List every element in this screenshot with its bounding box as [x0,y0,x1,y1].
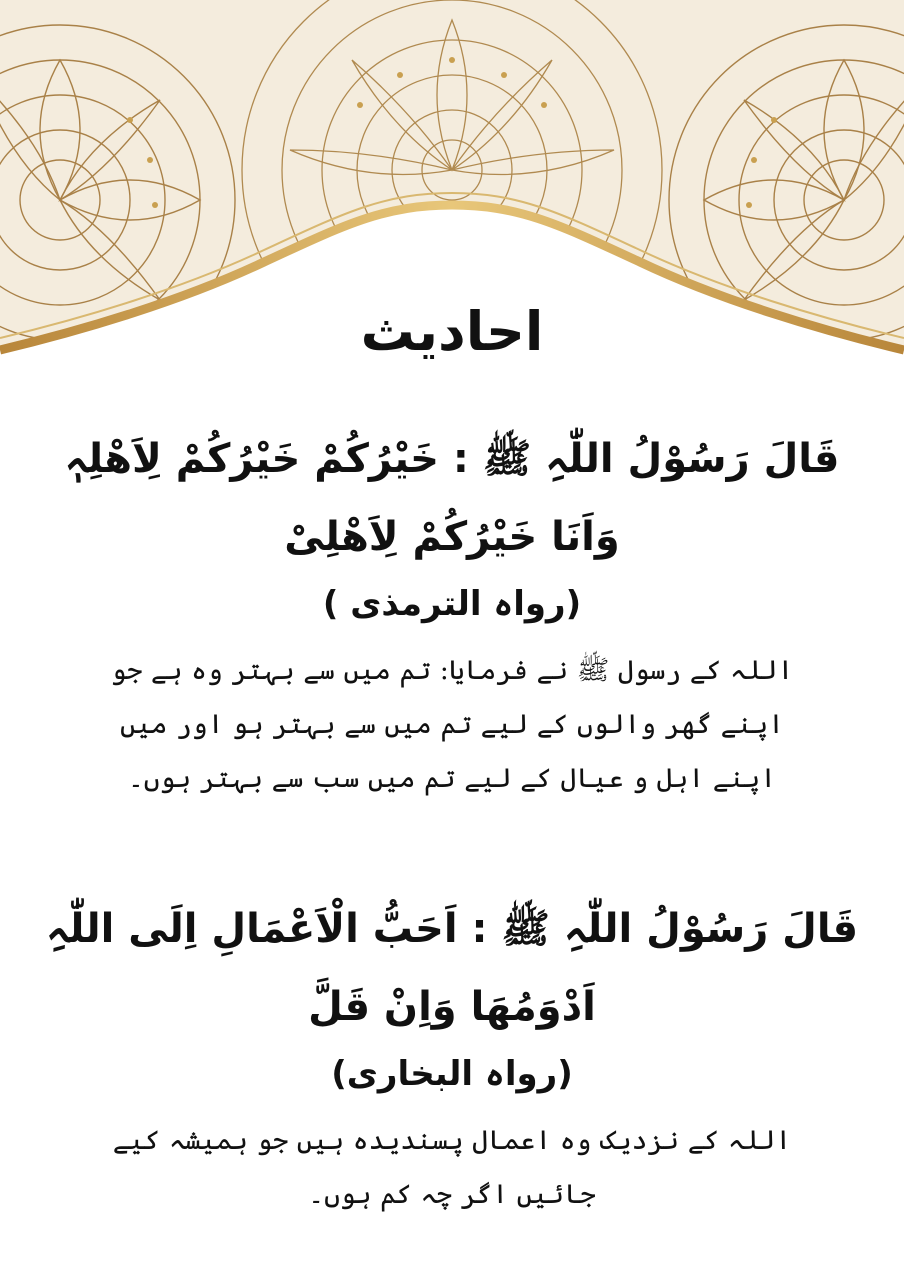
hadith-card [30,420,874,806]
urdu-translation: اللہ کے نزدیک وہ اعمال پسندیدہ ہیں جو ہمیشہ کیے جائیں اگر چہ کم ہوں۔ [112,1125,792,1210]
hadith-reference: (رواہ البخاری) [331,1054,573,1094]
urdu-translation: اللہ کے رسول ﷺ نے فرمایا: تم میں سے بہتر وہ ہے جو اپنے گھر والوں کے لیے تم میں سے بہتر ہو اور میں اپنے اہل و عیال کے لیے تم میں سب سے بہتر ہوں۔ [110,655,794,794]
arabic-hadith-text: قَالَ رَسُوْلُ اللّٰہِ ﷺ : خَیْرُکُمْ خَیْرُکُمْ لِاَھْلِہٖ وَاَنَا خَیْرُکُمْ لِاَھْلِیْ [64,436,840,560]
arabic-hadith-text: قَالَ رَسُوْلُ اللّٰہِ ﷺ : اَحَبُّ الْاَعْمَالِ اِلَی اللّٰہِ اَدْوَمُھَا وَاِنْ قَلَّ [45,906,859,1030]
page-title: احادیث [360,300,544,363]
hadith-reference: (رواہ الترمذی ) [322,584,582,624]
hadith-card [30,890,874,1222]
